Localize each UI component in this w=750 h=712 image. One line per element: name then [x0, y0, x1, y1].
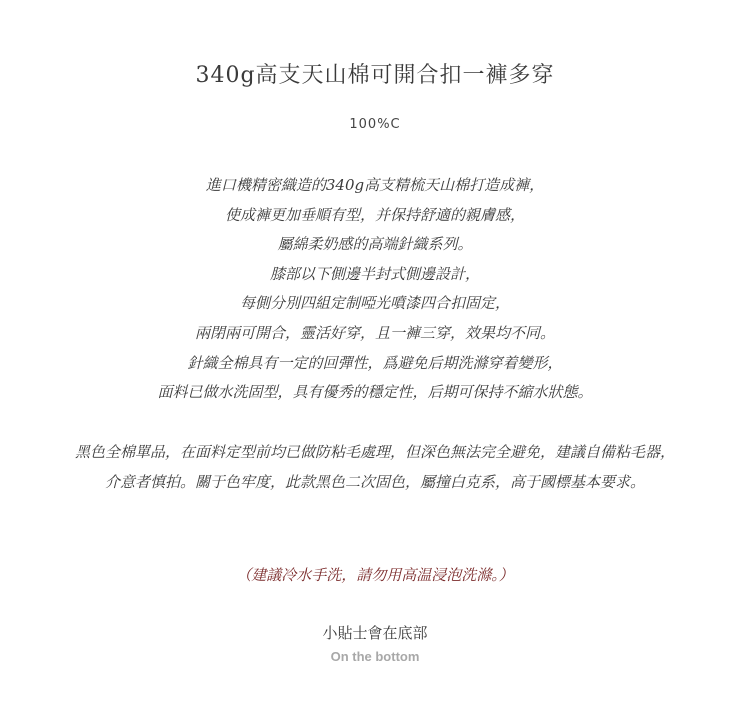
description-line: 面料已做水洗固型，具有優秀的穩定性，后期可保持不縮水狀態。 — [157, 383, 593, 402]
tip-subheading: On the bottom — [330, 649, 420, 664]
description-line: 屬綿柔奶感的高端針織系列。 — [277, 235, 473, 254]
description-line: 每側分別四組定制啞光噴漆四合扣固定， — [239, 294, 510, 313]
description-line: 針織全棉具有一定的回彈性，爲避免后期洗滌穿着變形， — [187, 353, 563, 372]
description-line: 膝部以下側邊半封式側邊設計， — [269, 264, 480, 283]
tip-heading: 小貼士會在底部 — [322, 624, 428, 642]
care-line: 介意者慎拍。關于色牢度，此款黑色二次固色，屬撞白克系，高于國標基本要求。 — [104, 472, 645, 491]
wash-note: （建議冷水手洗，請勿用高温浸泡洗滌。） — [236, 566, 514, 584]
care-paragraph — [0, 438, 750, 497]
description-line: 使成褲更加垂順有型，并保持舒適的親膚感， — [224, 205, 525, 224]
description-line: 兩閉兩可開合，靈活好穿，且一褲三穿，效果均不同。 — [194, 323, 555, 342]
description-paragraph — [0, 171, 750, 408]
description-line: 進口機精密織造的340g高支精梳天山棉打造成褲， — [205, 176, 545, 194]
care-line: 黑色全棉單品，在面料定型前均已做防粘毛處理，但深色無法完全避免，建議自備粘毛器， — [74, 443, 675, 461]
material-label: 100%C — [349, 117, 401, 132]
page-title: 340g高支天山棉可開合扣一褲多穿 — [195, 63, 555, 88]
